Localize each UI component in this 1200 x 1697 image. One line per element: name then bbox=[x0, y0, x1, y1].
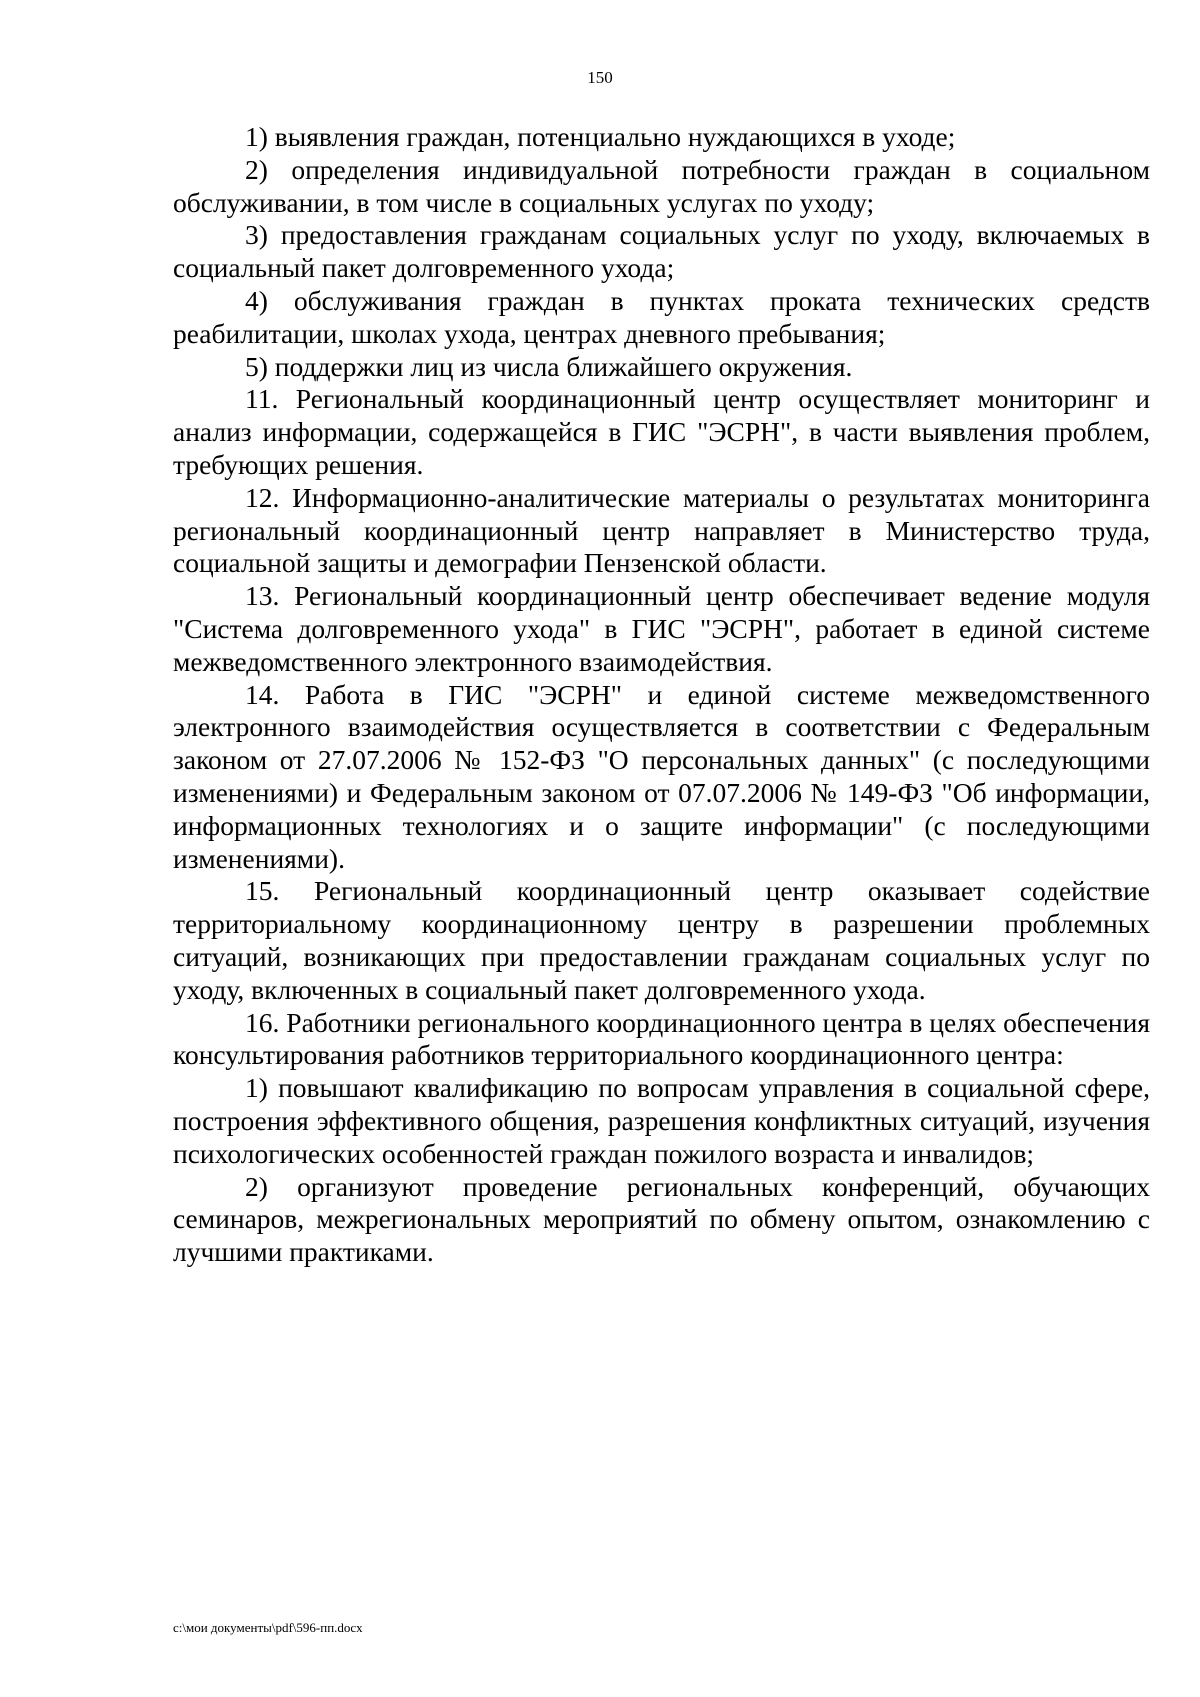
clause-14: 14. Работа в ГИС "ЭСРН" и единой системе межведомственного электронного взаимодействия осуществляется в соответствии с Федеральным законом от 27.07.2006 № 152-ФЗ "О персональных данных" (с последующими изменениями) и Федеральным законом от 07.07.2006 № 149-ФЗ "Об информации, информационных технологиях и о защите информации" (с последующими изменениями). bbox=[173, 678, 1150, 874]
clause-11: 11. Региональный координационный центр осуществляет мониторинг и анализ информации, содержащейся в ГИС "ЭСРН", в части выявления проблем, требующих решения. bbox=[173, 383, 1150, 480]
list-item-2: 2) определения индивидуальной потребности граждан в социальном обслуживании, в том числе в социальных услугах по уходу; bbox=[173, 153, 1150, 218]
clause-15: 15. Региональный координационный центр оказывает содействие территориальному координационному центру в разрешении проблемных ситуаций, возникающих при предоставлении гражданам социальных услуг по уходу, включенных в социальный пакет долговременного ухода. bbox=[173, 875, 1150, 1005]
footer-file-path: c:\мои документы\pdf\596-пп.docx bbox=[173, 1620, 363, 1635]
list-item-4: 4) обслуживания граждан в пунктах проката технических средств реабилитации, школах ухода, центрах дневного пребывания; bbox=[173, 284, 1150, 349]
page-number: 150 bbox=[587, 68, 613, 87]
list-item-3: 3) предоставления гражданам социальных услуг по уходу, включаемых в социальный пакет долговременного ухода; bbox=[173, 219, 1150, 284]
clause-16-item-2: 2) организуют проведение региональных конференций, обучающих семинаров, межрегиональных мероприятий по обмену опытом, ознакомлению с лучшими практиками. bbox=[173, 1170, 1150, 1268]
clause-16-item-1: 1) повышают квалификацию по вопросам управления в социальной сфере, построения эффективного общения, разрешения конфликтных ситуаций, изучения психологических особенностей граждан пожилого возраста и инвалидов; bbox=[173, 1072, 1150, 1169]
clause-12: 12. Информационно-аналитические материалы о результатах мониторинга региональный координационный центр направляет в Министерство труда, социальной защиты и демографии Пензенской области. bbox=[173, 481, 1150, 579]
clause-13: 13. Региональный координационный центр обеспечивает ведение модуля "Система долговременного ухода" в ГИС "ЭСРН", работает в единой системе межведомственного электронного взаимодействия. bbox=[173, 580, 1150, 677]
document-body bbox=[173, 121, 1150, 1269]
list-item-1: 1) выявления граждан, потенциально нуждающихся в уходе; bbox=[245, 121, 956, 152]
clause-16: 16. Работники регионального координационного центра в целях обеспечения консультирования работников территориального координационного центра: bbox=[173, 1006, 1150, 1071]
list-item-5: 5) поддержки лиц из числа ближайшего окружения. bbox=[245, 350, 853, 382]
